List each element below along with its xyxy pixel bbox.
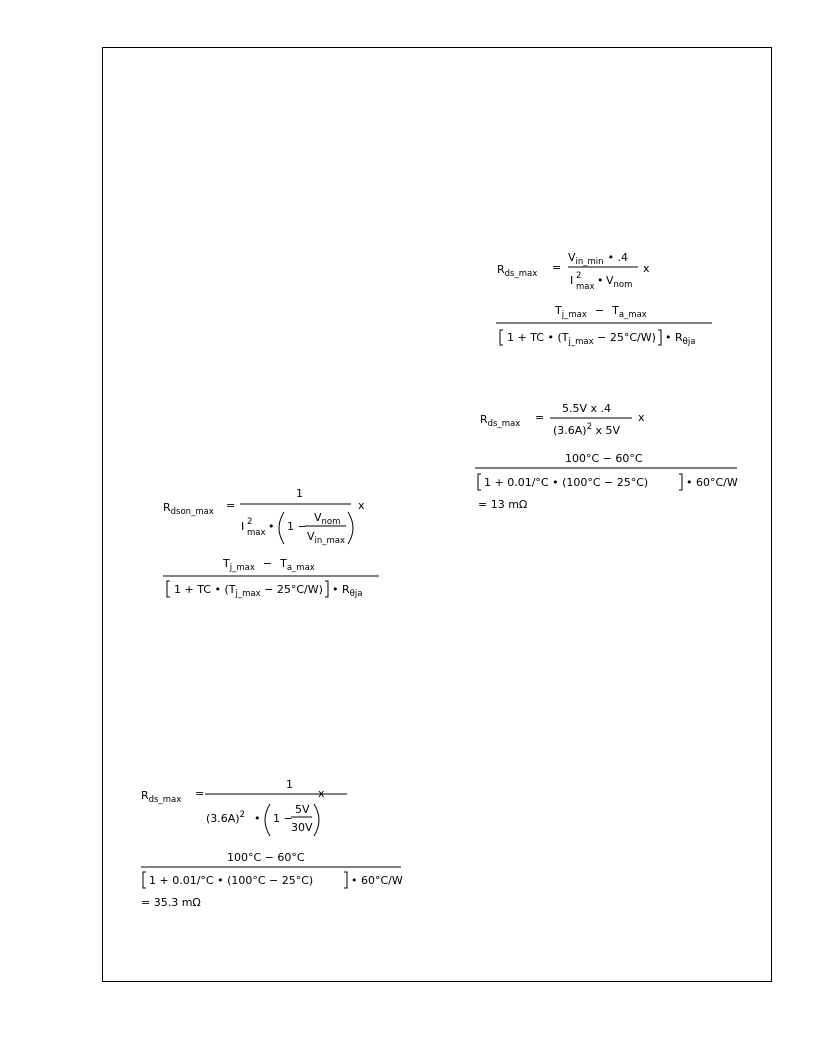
svg-text:• Rθja: • $R_{\theta ja}$: [665, 331, 696, 347]
svg-text:1 −: 1 −: [273, 812, 293, 825]
svg-text:2: 2: [576, 271, 582, 281]
svg-text:2: 2: [247, 517, 253, 527]
svg-text:• 60°C/W: • 60°C/W: [351, 874, 403, 887]
equation-rdson-max-general: [155, 480, 395, 605]
svg-text:=: =: [195, 787, 205, 800]
svg-text:100°C − 60°C: 100°C − 60°C: [565, 452, 643, 465]
svg-text:max: max: [576, 282, 595, 292]
svg-text:1 + TC • (Tj_max − 25°C/W): 1 + TC • $(T_{j\_max} - 25^\circ C/W)$: [507, 331, 656, 347]
equation-rds-max-general: [480, 240, 740, 370]
svg-text:Vin_min• .4: $V_{in\_min}$ • .4: [568, 251, 629, 267]
svg-text:•: •: [597, 274, 604, 287]
svg-text:=: =: [535, 411, 545, 424]
svg-text:x: x: [643, 262, 650, 275]
svg-text:Vnom: $V_{nom}$: [314, 511, 341, 527]
svg-text:= 35.3 mΩ: = 35.3 mΩ: [141, 896, 201, 909]
svg-text:1: 1: [296, 487, 303, 500]
svg-text:(3.6A)2 x 5V: $(3.6A)^2$ x 5V: [553, 422, 621, 437]
svg-text:Rdson_max: $R_{dson\_max}$: [163, 501, 214, 517]
svg-text:(3.6A)2: $(3.6A)^2$: [206, 810, 246, 825]
svg-text:100°C − 60°C: 100°C − 60°C: [227, 851, 305, 864]
svg-text:Tj_max−Ta_max: $T_{j\_max} - T_{a\_max}$: [223, 557, 315, 573]
svg-text:1 + TC • (Tj_max − 25°C/W): 1 + TC • $(T_{j\_max} - 25^\circ C/W)$: [174, 583, 323, 599]
svg-text:=: =: [226, 499, 236, 512]
svg-text:x: x: [358, 499, 365, 512]
svg-text:I: I: [241, 520, 245, 533]
svg-text:= 13 mΩ: = 13 mΩ: [478, 498, 528, 511]
equation-rds-max-left-numeric: [135, 775, 415, 915]
svg-text:Rds_max: $R_{ds\_max}$: [141, 789, 182, 805]
svg-text:Rds_max: $R_{ds\_max}$: [480, 413, 521, 429]
svg-text:x: x: [318, 787, 325, 800]
equation-rds-max-numeric: [470, 395, 770, 520]
svg-text:1 + 0.01/°C • (100°C − 25°C): 1 + 0.01/°C • (100°C − 25°C): [484, 476, 649, 489]
svg-text:• 60°C/W: • 60°C/W: [686, 476, 738, 489]
svg-text:Tj_max−Ta_max: $T_{j\_max} - T_{a\_max}$: [555, 304, 647, 320]
svg-text:1: 1: [286, 778, 293, 791]
svg-text:Rds_max: $R_{ds\_max}$: [497, 263, 538, 279]
svg-text:1 + 0.01/°C • (100°C − 25°C): 1 + 0.01/°C • (100°C − 25°C): [149, 874, 314, 887]
svg-text:I: I: [570, 274, 574, 287]
svg-text:1 −: 1 −: [287, 520, 307, 533]
svg-text:x: x: [638, 411, 645, 424]
svg-text:=: =: [552, 261, 562, 274]
svg-text:5.5V x .4: 5.5V x .4: [562, 402, 612, 415]
svg-text:max: max: [247, 528, 266, 538]
svg-text:30V: 30V: [291, 821, 313, 834]
svg-text:•: •: [254, 812, 261, 825]
svg-text:•: •: [268, 520, 275, 533]
svg-text:5V: 5V: [295, 803, 310, 816]
svg-text:• Rθja: • $R_{\theta ja}$: [332, 583, 363, 599]
svg-text:Vnom: $V_{nom}$: [606, 274, 633, 290]
svg-text:Vin_max: $V_{in\_max}$: [307, 530, 346, 546]
